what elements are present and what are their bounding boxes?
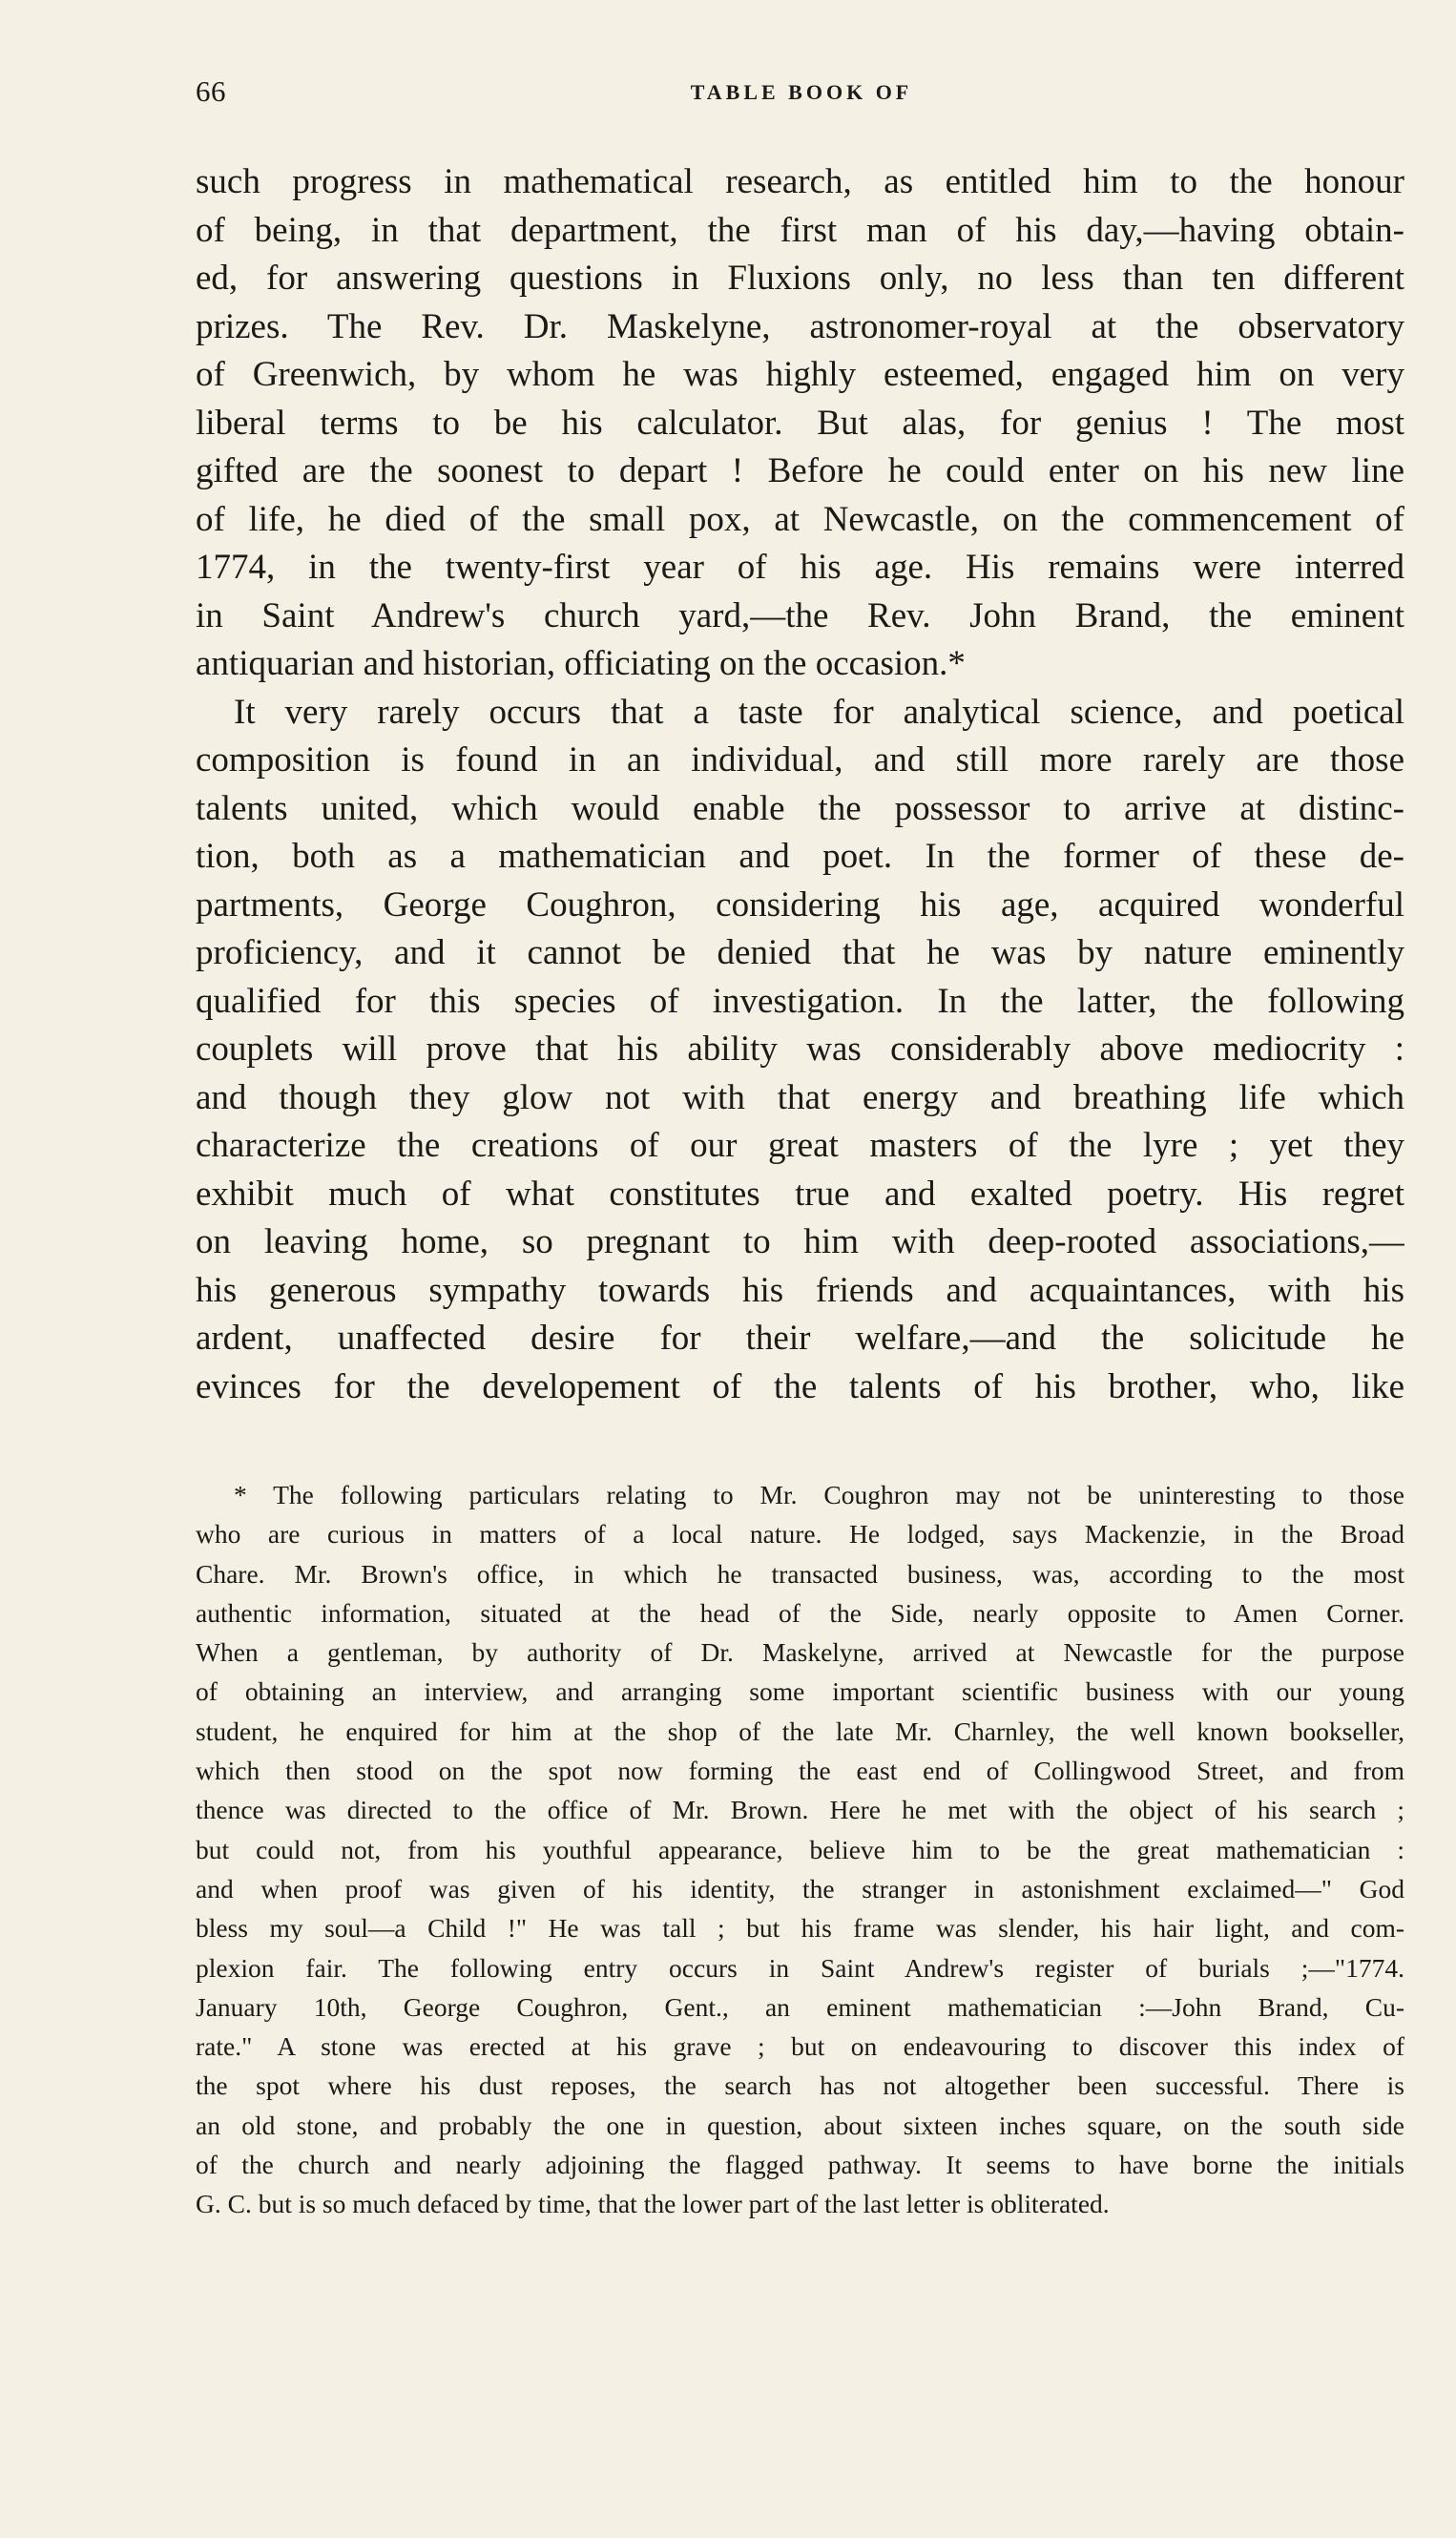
body-line: in Saint Andrew's church yard,—the Rev. John Brand, the eminent — [196, 595, 1404, 635]
body-line: of being, in that department, the first man of his day,—having obtain- — [196, 210, 1404, 250]
body-line: exhibit much of what constitutes true and exalted poetry. His regret — [196, 1174, 1404, 1214]
footnote-line: of the church and nearly adjoining the flagged pathway. It seems to have borne the initials — [196, 2150, 1404, 2180]
body-line: of Greenwich, by whom he was highly esteemed, engaged him on very — [196, 355, 1404, 394]
body-line: liberal terms to be his calculator. But alas, for genius ! The most — [196, 403, 1404, 443]
body-line: his generous sympathy towards his friends and acquaintances, with his — [196, 1270, 1404, 1310]
body-line: talents united, which would enable the possessor to arrive at distinc- — [196, 788, 1404, 828]
footnote-line: authentic information, situated at the head of the Side, nearly opposite to Amen Corner. — [196, 1597, 1404, 1628]
footnote-line-end: G. C. but is so much defaced by time, that the lower part of the last letter is obliterated. — [196, 2189, 1110, 2219]
footnote-line: bless my soul—a Child !" He was tall ; but his frame was slender, his hair light, and com- — [196, 1913, 1404, 1944]
footnote-line: plexion fair. The following entry occurs in Saint Andrew's register of burials ;—"1774. — [196, 1952, 1404, 1983]
footnote-line: and when proof was given of his identity, the stranger in astonishment exclaimed—" God — [196, 1873, 1404, 1904]
body-line: couplets will prove that his ability was considerably above mediocrity : — [196, 1030, 1404, 1069]
footnote-line: who are curious in matters of a local nature. He lodged, says Mackenzie, in the Broad — [196, 1519, 1404, 1550]
running-head: TABLE BOOK OF — [690, 80, 913, 104]
body-line: characterize the creations of our great masters of the lyre ; yet they — [196, 1126, 1404, 1165]
page-number: 66 — [196, 74, 226, 108]
body-line: 1774, in the twenty-first year of his age. His remains were interred — [196, 548, 1404, 587]
body-line: partments, George Coughron, considering his age, acquired wonderful — [196, 884, 1404, 925]
footnote-line: rate." A stone was erected at his grave ; but on endeavouring to discover this index of — [196, 2031, 1404, 2062]
body-line: proficiency, and it cannot be denied that he was by nature eminently — [196, 933, 1404, 972]
footnote-line: student, he enquired for him at the shop of the late Mr. Charnley, the well known bookseller, — [196, 1716, 1404, 1746]
body-line: of life, he died of the small pox, at Newcastle, on the commencement of — [196, 499, 1404, 539]
footnote-line: but could not, from his youthful appearance, believe him to be the great mathematician : — [196, 1834, 1404, 1864]
footnote-line: Chare. Mr. Brown's office, in which he transacted business, was, according to the most — [196, 1558, 1404, 1589]
body-line: ardent, unaffected desire for their welfare,—and the solicitude he — [196, 1319, 1404, 1358]
body-line: composition is found in an individual, and still more rarely are those — [196, 740, 1404, 780]
body-line: evinces for the developement of the talents of his brother, who, like — [196, 1366, 1404, 1406]
body-text — [196, 158, 1404, 1411]
body-line: prizes. The Rev. Dr. Maskelyne, astronomer-royal at the observatory — [196, 306, 1404, 346]
body-line-paragraph-end: antiquarian and historian, officiating on the occasion.* — [196, 644, 966, 683]
body-line: gifted are the soonest to depart ! Before he could enter on his new line — [196, 451, 1404, 490]
footnote — [196, 1475, 1404, 2224]
body-line: ed, for answering questions in Fluxions only, no less than ten different — [196, 259, 1404, 298]
body-line: and though they glow not with that energy and breathing life which — [196, 1077, 1404, 1117]
page-header — [196, 74, 1407, 120]
footnote-line: of obtaining an interview, and arranging some important scientific business with our young — [196, 1676, 1404, 1707]
footnote-line: thence was directed to the office of Mr. Brown. Here he met with the object of his search ; — [196, 1795, 1404, 1825]
body-line: tion, both as a mathematician and poet. In the former of these de- — [196, 837, 1404, 876]
body-line: qualified for this species of investigation. In the latter, the following — [196, 981, 1404, 1021]
body-line: such progress in mathematical research, as entitled him to the honour — [196, 162, 1404, 201]
footnote-line: the spot where his dust reposes, the search has not altogether been successful. There is — [196, 2070, 1404, 2101]
footnote-line-start: * The following particulars relating to Mr. Coughron may not be uninteresting to those — [234, 1480, 1404, 1509]
footnote-line: When a gentleman, by authority of Dr. Maskelyne, arrived at Newcastle for the purpose — [196, 1637, 1404, 1668]
body-line-paragraph-start: It very rarely occurs that a taste for analytical science, and poetical — [234, 692, 1404, 732]
footnote-line: an old stone, and probably the one in question, about sixteen inches square, on the south side — [196, 2110, 1404, 2140]
body-line: on leaving home, so pregnant to him with deep-rooted associations,— — [196, 1222, 1404, 1261]
footnote-line: January 10th, George Coughron, Gent., an eminent mathematician :—John Brand, Cu- — [196, 1991, 1404, 2022]
footnote-line: which then stood on the spot now forming the east end of Collingwood Street, and from — [196, 1756, 1404, 1786]
